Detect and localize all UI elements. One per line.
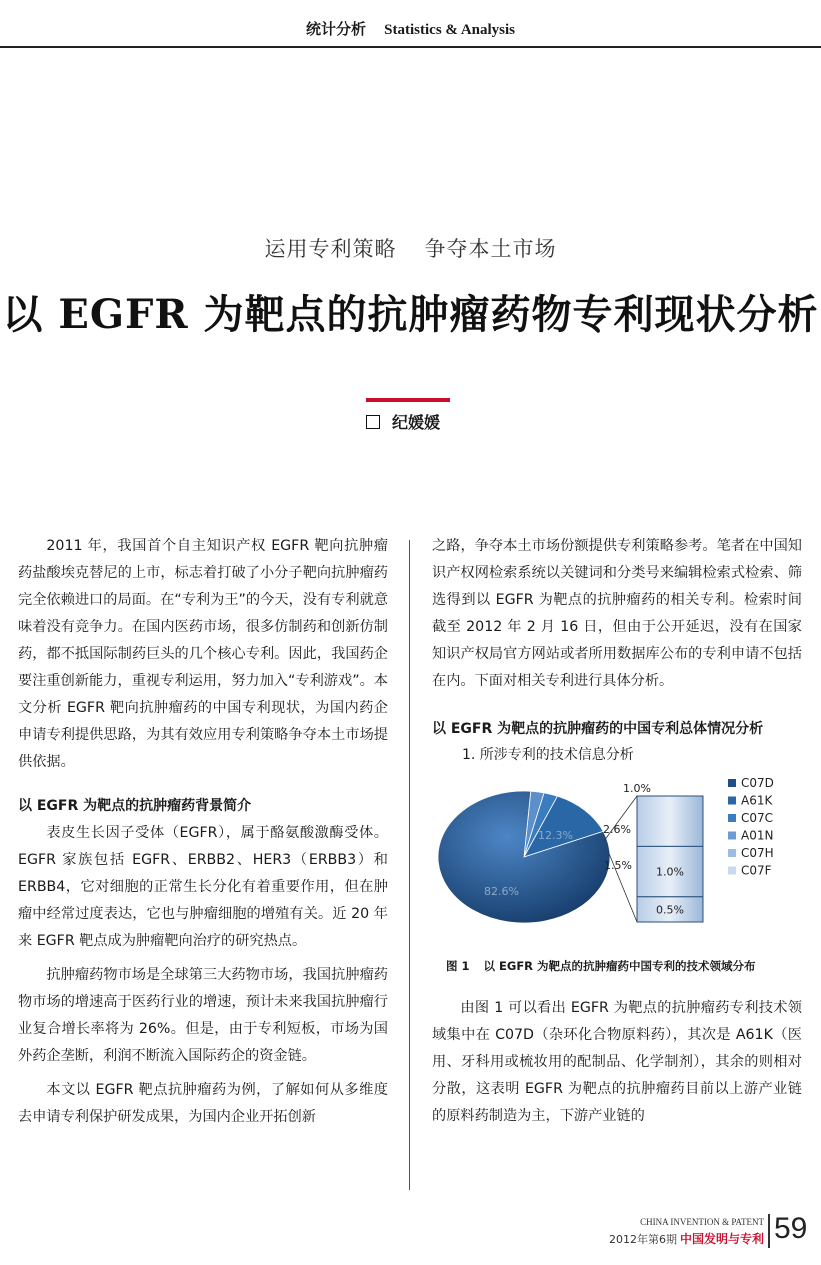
title-accent-rule xyxy=(366,398,450,402)
legend-swatch-a01n xyxy=(728,832,736,840)
legend-label-a61k: A61K xyxy=(741,793,773,808)
paragraph-analysis: 由图 1 可以看出 EGFR 为靶点的抗肿瘤药专利技术领域集中在 C07D（杂环化合物原料药），其次是 A61K（医用、牙科用或梳妆用的配制品、化学制剂），其余的则相对分散，这表明 EGFR 为靶点的抗肿瘤药目前以上游产业链的原料药制造为主，下游产业链的 xyxy=(432,1000,802,1124)
section-label-cn: 统计分析 xyxy=(305,20,366,38)
legend-label-c07c: C07C xyxy=(741,811,774,825)
page-number: 59 xyxy=(774,1212,808,1245)
legend-swatch-c07f xyxy=(728,867,736,875)
pie-label-a61k: 12.3% xyxy=(538,829,573,842)
figure-1-chart xyxy=(432,771,802,941)
author-name: 纪媛媛 xyxy=(392,413,441,432)
author-box-icon xyxy=(366,415,380,429)
footer-journal-en: CHINA INVENTION & PATENT xyxy=(640,1217,764,1227)
legend-label-c07h: C07H xyxy=(741,846,774,860)
section-heading-background: 以 EGFR 为靶点的抗肿瘤药背景简介 xyxy=(18,798,252,814)
figure-caption xyxy=(446,957,802,975)
section-label-en: Statistics & Analysis xyxy=(384,22,516,38)
subtitle-part-1: 运用专利策略 xyxy=(264,237,397,261)
footer-divider xyxy=(768,1214,770,1248)
footer-journal-cn xyxy=(602,1230,764,1247)
subtitle xyxy=(0,233,821,263)
author-line xyxy=(366,410,440,433)
pie-chart xyxy=(432,771,802,941)
column-divider xyxy=(409,540,410,1190)
intro-paragraph: 2011 年，我国首个自主知识产权 EGFR 靶向抗肿瘤药盐酸埃克替尼的上市，标志着打破了小分子靶向抗肿瘤药完全依赖进口的局面。在“专利为王”的今天，没有专利就意味着没有竞争力。在国内医药市场，很多仿制药和创新仿制药，都不抵国际制药巨头的几个核心专利。因此，我国药企要注重创新能力，重视专利运用，努力加入“专利游戏”。本文分析 EGFR 靶向抗肿瘤药的中国专利现状，为国内药企申请专利提供思路，为其有效应用专利策略争夺本土市场提供依据。 xyxy=(18,538,388,770)
article-title: 以 EGFR 为靶点的抗肿瘤药物专利现状分析 xyxy=(2,291,819,338)
bar-label-c07h: 1.0% xyxy=(656,865,684,879)
footer-magazine: 中国发明与专利 xyxy=(679,1232,764,1246)
pie-label-other: 1.5% xyxy=(604,859,632,872)
legend-label-a01n: A01N xyxy=(741,828,774,843)
figure-caption-text: 以 EGFR 为靶点的抗肿瘤药中国专利的技术领域分布 xyxy=(483,959,756,973)
bar-segment-a01n xyxy=(637,796,703,846)
running-header xyxy=(0,18,821,46)
paragraph-market: 抗肿瘤药物市场是全球第三大药物市场，我国抗肿瘤药物市场的增速高于医药行业的增速，预计未来我国抗肿瘤行业复合增长率将为 26%。但是，由于专利短板，市场为国外药企垄断，利润不断流入国际药企的资金链。 xyxy=(18,967,388,1064)
column-left xyxy=(18,533,388,1131)
footer-issue: 2012年第6期 xyxy=(608,1233,677,1246)
pie-label-c07c: 2.6% xyxy=(603,823,631,836)
column-right xyxy=(432,533,802,1130)
figure-caption-number: 图 1 xyxy=(446,959,470,973)
bar-label-a01n: 1.0% xyxy=(623,782,651,795)
subtitle-part-2: 争夺本土市场 xyxy=(424,237,557,261)
legend-swatch-a61k xyxy=(728,797,736,805)
subheading-tech-info: 1. 所涉专利的技术信息分析 xyxy=(462,747,634,763)
legend-swatch-c07h xyxy=(728,849,736,857)
bar-label-c07f: 0.5% xyxy=(656,903,684,917)
pie-label-c07d: 82.6% xyxy=(484,885,519,898)
paragraph-egfr: 表皮生长因子受体（EGFR），属于酪氨酸激酶受体。EGFR 家族包括 EGFR、ERBB2、HER3（ERBB3）和 ERBB4，它对细胞的正常生长分化有着重要作用，但在肿瘤中经常过度表达，它也与肿瘤细胞的增殖有关。近 20 年来 EGFR 靶点成为肿瘤靶向治疗的研究热点。 xyxy=(18,825,388,949)
legend-swatch-c07d xyxy=(728,779,736,787)
section-heading-overview: 以 EGFR 为靶点的抗肿瘤药的中国专利总体情况分析 xyxy=(432,721,764,737)
legend-label-c07f: C07F xyxy=(741,863,772,878)
paragraph-continued: 之路，争夺本土市场份额提供专利策略参考。笔者在中国知识产权网检索系统以关键词和分类号来编辑检索式检索、筛选得到以 EGFR 为靶点的抗肿瘤药的相关专利。检索时间截至 2012 年 2 月 16 日，但由于公开延迟，没有在国家知识产权局官方网站或者所用数据库公布的专利申请不包括在内。下面对相关专利进行具体分析。 xyxy=(432,538,802,689)
legend-swatch-c07c xyxy=(728,814,736,822)
header-rule xyxy=(0,46,821,48)
legend-label-c07d: C07D xyxy=(741,776,774,790)
paragraph-purpose: 本文以 EGFR 靶点抗肿瘤药为例，了解如何从多维度去申请专利保护研发成果，为国内企业开拓创新 xyxy=(18,1082,388,1125)
